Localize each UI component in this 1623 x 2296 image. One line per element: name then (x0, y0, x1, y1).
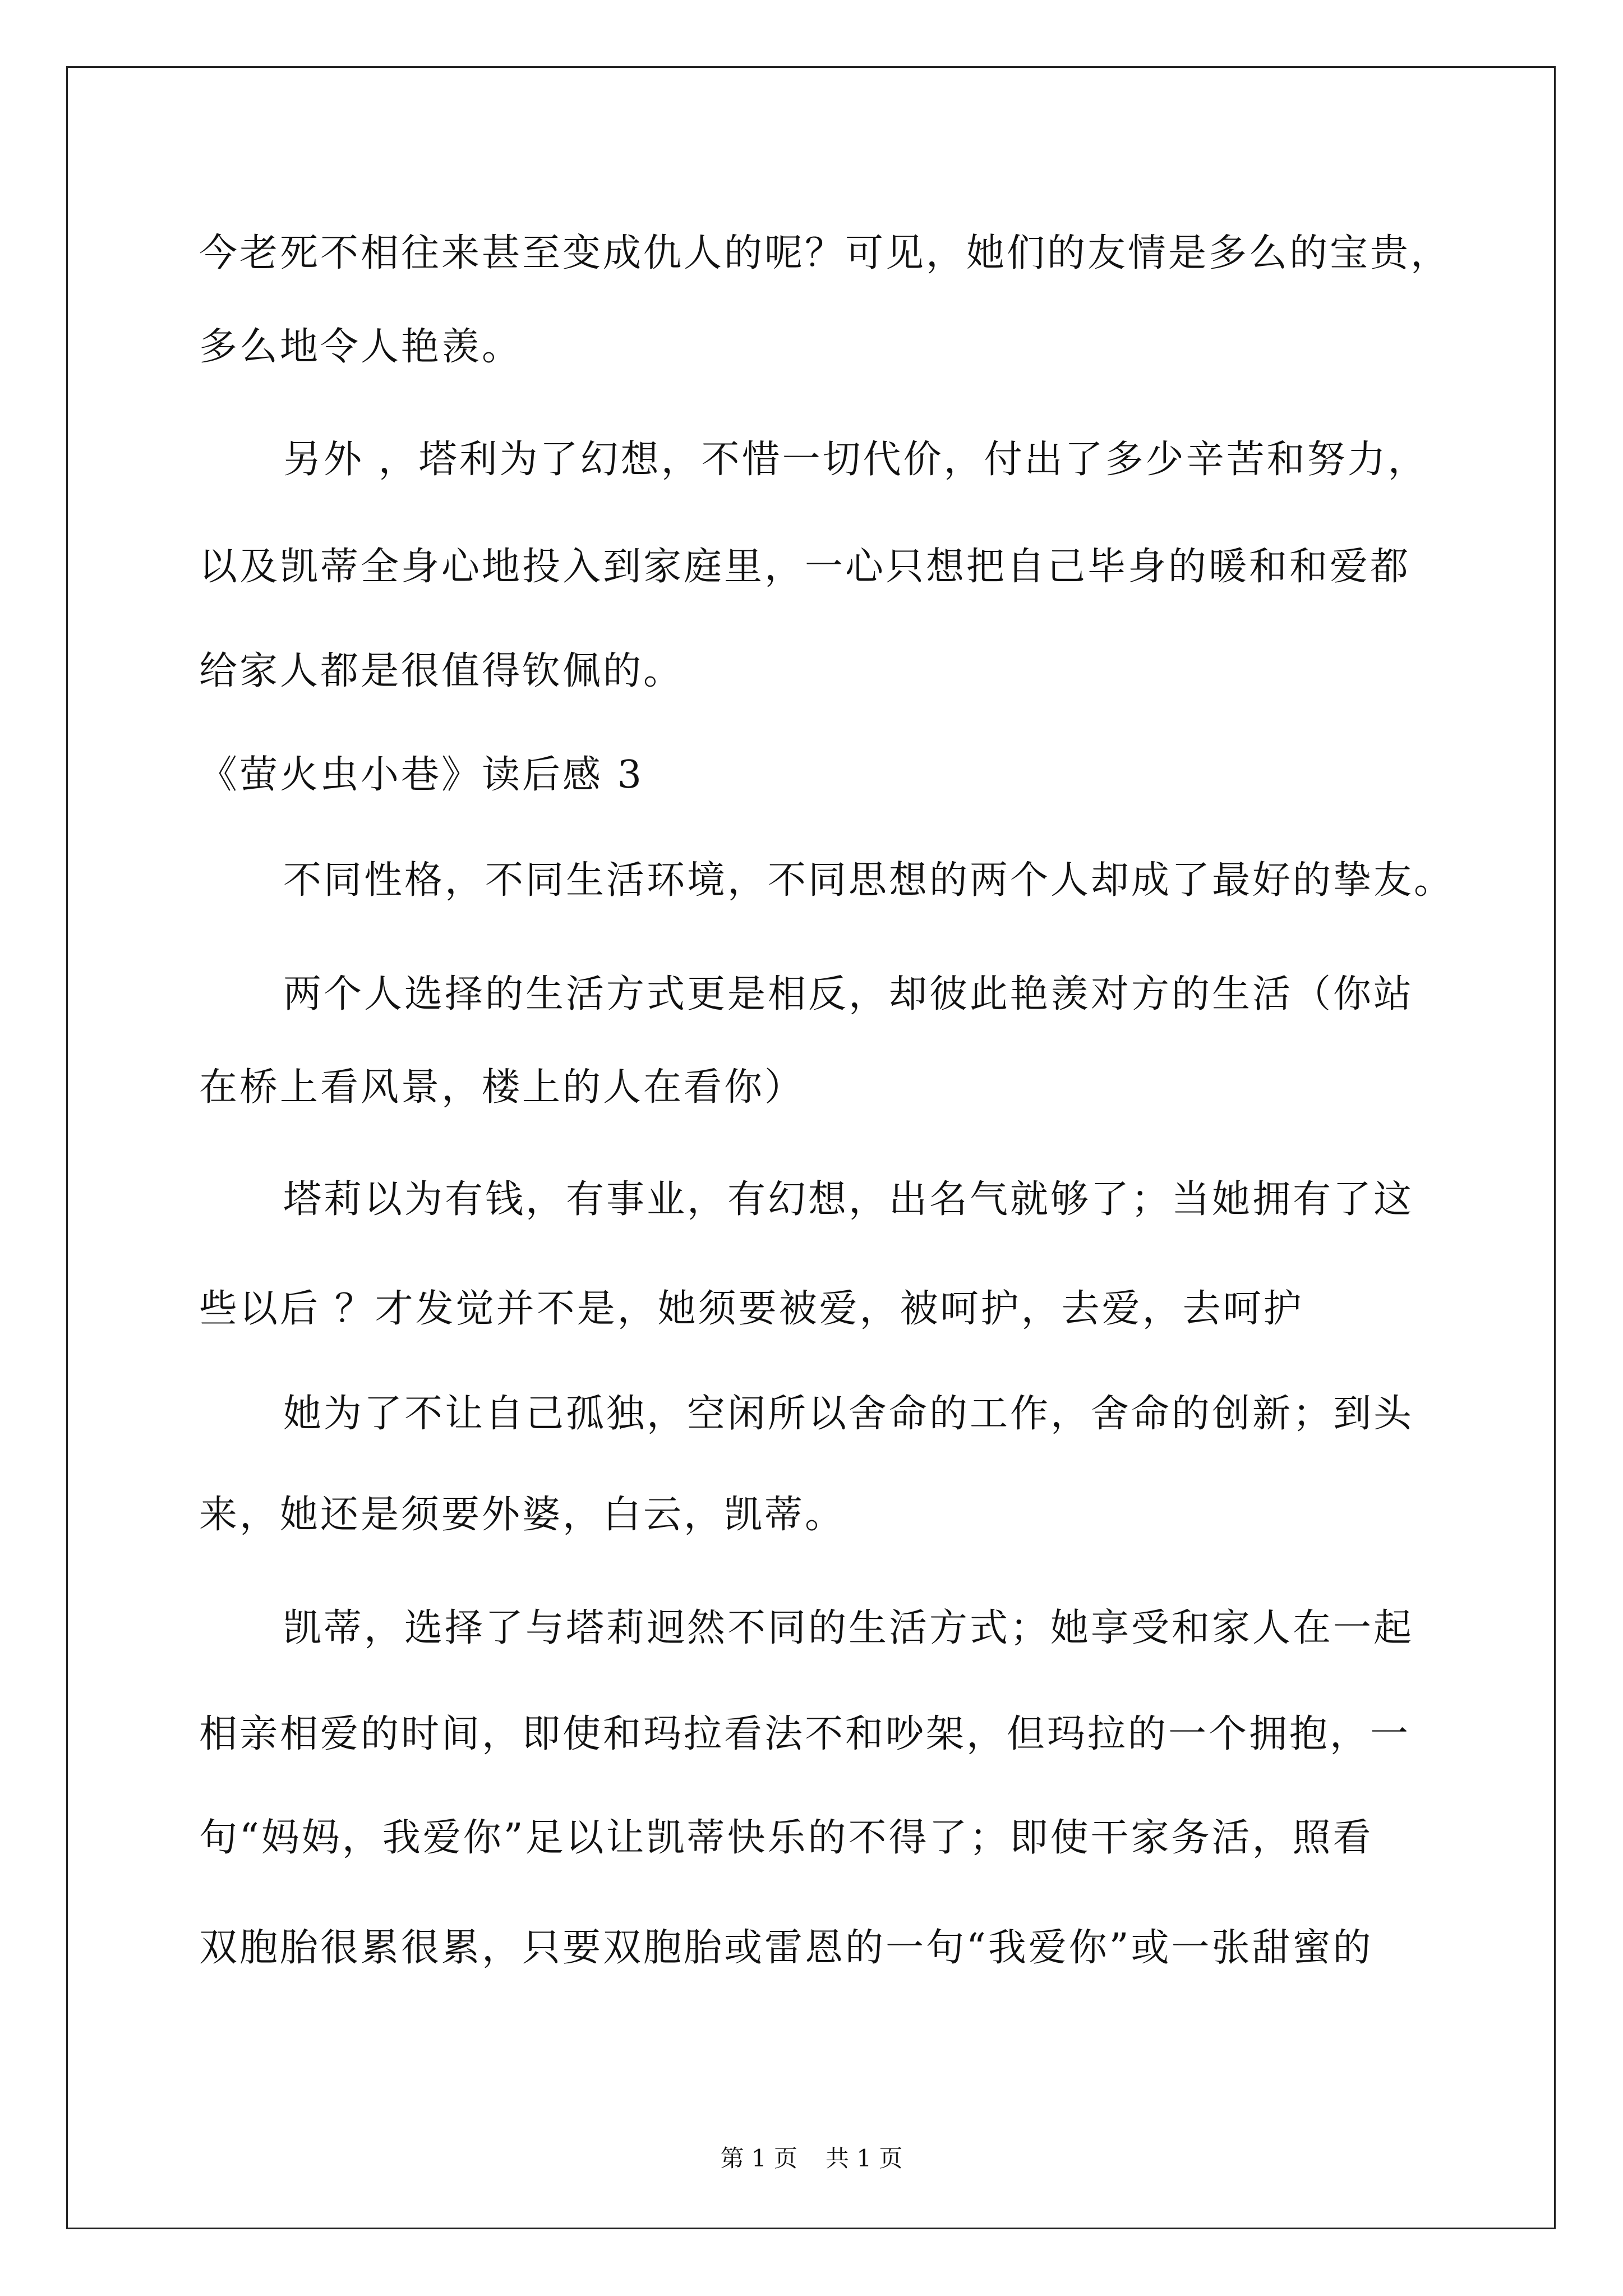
text-line: 今老死不相往来甚至变成仇人的呢？可见，她们的友情是多么的宝贵， (199, 231, 1451, 275)
text-line: 在桥上看风景，楼上的人在看你） (199, 1065, 805, 1110)
text-line: 以及凯蒂全身心地投入到家庭里，一心只想把自己毕身的暖和和爱都 (199, 545, 1411, 589)
text-line: 不同性格，不同生活环境，不同思想的两个人却成了最好的挚友。 (283, 858, 1455, 903)
text-line: 凯蒂，选择了与塔莉迥然不同的生活方式；她享受和家人在一起 (283, 1606, 1414, 1650)
text-line: 她为了不让自己孤独，空闲所以舍命的工作，舍命的创新；到头 (283, 1392, 1414, 1436)
page-number: 第 1 页 (720, 2145, 797, 2172)
text-line: 另外 ，塔利为了幻想，不惜一切代价，付出了多少辛苦和努力， (283, 438, 1428, 482)
text-line: 句“妈妈，我爱你”足以让凯蒂快乐的不得了；即使干家务活，照看 (199, 1816, 1373, 1860)
text-line: 来，她还是须要外婆，白云，凯蒂。 (199, 1493, 846, 1537)
section-heading: 《萤火虫小巷》读后感 3 (199, 753, 644, 797)
page-border (66, 66, 1556, 2229)
text-line: 相亲相爱的时间，即使和玛拉看法不和吵架，但玛拉的一个拥抱，一 (199, 1712, 1411, 1756)
text-line: 多么地令人艳羡。 (199, 325, 523, 369)
text-line: 给家人都是很值得钦佩的。 (199, 649, 684, 693)
text-line: 双胞胎很累很累，只要双胞胎或雷恩的一句“我爱你”或一张甜蜜的 (199, 1926, 1373, 1970)
text-line: 两个人选择的生活方式更是相反，却彼此艳羡对方的生活（你站 (283, 972, 1414, 1016)
text-line: 些以后 ？才发觉并不是，她须要被爱，被呵护，去爱，去呵护 (199, 1287, 1304, 1331)
page-count: 共 1 页 (826, 2145, 903, 2172)
text-line: 塔莉以为有钱，有事业，有幻想，出名气就够了；当她拥有了这 (283, 1177, 1414, 1222)
page-footer (0, 2143, 1623, 2174)
